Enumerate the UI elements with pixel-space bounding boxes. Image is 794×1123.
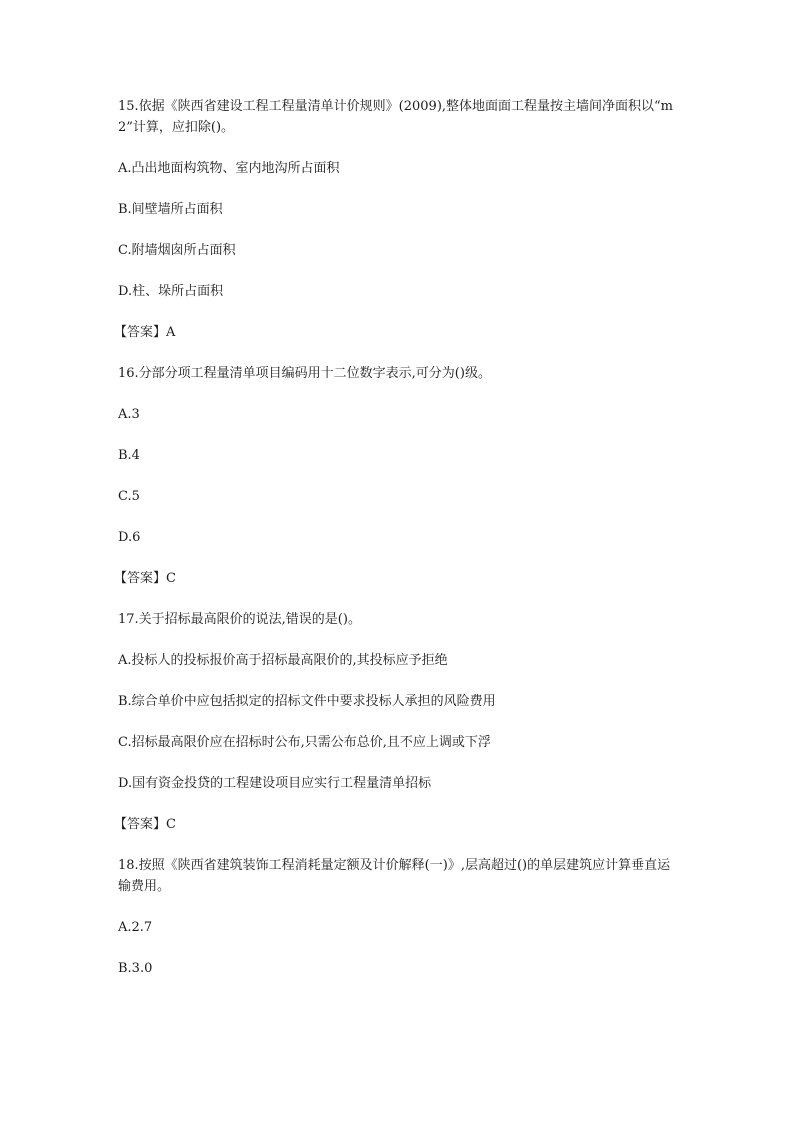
document-page [114, 96, 678, 999]
question-16-option-a: A.3 [118, 407, 140, 422]
question-17-answer: 【答案】C [114, 817, 176, 832]
question-18-option-a: A.2.7 [118, 920, 153, 935]
question-17-option-a: A.投标人的投标报价高于招标最高限价的,其投标应予拒绝 [118, 653, 448, 668]
question-17-option-d: D.国有资金投贷的工程建设项目应实行工程量清单招标 [118, 776, 432, 791]
question-16-answer: 【答案】C [114, 571, 176, 586]
question-15-option-a: A.凸出地面构筑物、室内地沟所占面积 [118, 161, 340, 176]
question-17-option-c: C.招标最高限价应在招标时公布,只需公布总价,且不应上调或下浮 [118, 735, 491, 750]
question-16-option-b: B.4 [118, 448, 140, 463]
question-15-option-c: C.附墙烟囱所占面积 [118, 243, 236, 258]
question-17-option-b: B.综合单价中应包括拟定的招标文件中要求投标人承担的风险费用 [118, 694, 496, 709]
question-18-option-b: B.3.0 [118, 961, 153, 976]
question-15-answer: 【答案】A [114, 325, 176, 340]
question-17-stem: 17.关于招标最高限价的说法,错误的是()。 [118, 612, 361, 627]
question-15-option-d: D.柱、垛所占面积 [118, 284, 224, 299]
question-16-option-d: D.6 [118, 530, 141, 545]
question-18-stem: 18.按照《陕西省建筑装饰工程消耗量定额及计价解释(一)》,层高超过()的单层建筑应计算垂直运输费用。 [118, 858, 671, 894]
question-15-option-b: B.间壁墙所占面积 [118, 202, 223, 217]
question-16-stem: 16.分部分项工程量清单项目编码用十二位数字表示,可分为()级。 [118, 366, 491, 381]
question-15-stem: 15.依据《陕西省建设工程工程量清单计价规则》(2009),整体地面面工程量按主墙间净面积以“m2”计算，应扣除()。 [118, 99, 674, 135]
question-16-option-c: C.5 [118, 489, 140, 504]
